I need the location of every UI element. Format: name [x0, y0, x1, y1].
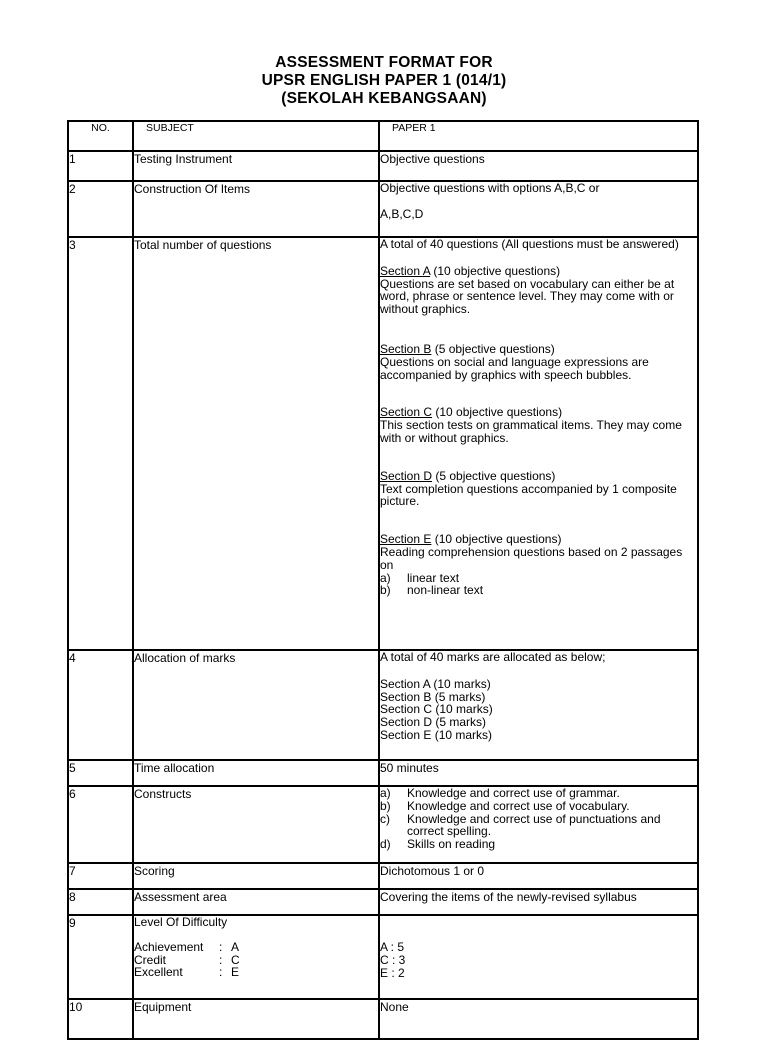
row-number: 3 [68, 237, 133, 650]
section-heading [380, 265, 697, 278]
list-text: Knowledge and correct use of grammar. [407, 786, 620, 800]
row-detail [379, 650, 698, 760]
row-detail: Dichotomous 1 or 0 [379, 863, 698, 889]
assessment-format-table [67, 120, 699, 1040]
row-number: 1 [68, 151, 133, 181]
list-marker: c) [380, 811, 390, 826]
title-line-3: (SEKOLAH KEBANGSAAN) [281, 90, 487, 107]
table-row [68, 999, 698, 1039]
row-number: 10 [68, 999, 133, 1039]
list-marker: d) [380, 837, 391, 852]
row-subject: Construction Of Items [133, 181, 379, 237]
ratio-line: A : 5 [380, 940, 405, 954]
table-row [68, 915, 698, 999]
list-marker: a) [380, 786, 391, 800]
level-row: Achievement : A [134, 939, 240, 954]
section-text: Text completion questions accompanied by 1 composite [380, 481, 677, 496]
level-grade: A [231, 939, 240, 954]
list-marker: a) [380, 570, 391, 585]
list-text: Knowledge and correct use of vocabulary. [407, 798, 630, 813]
list-text: Knowledge and correct use of punctuations and [407, 811, 661, 826]
list-item [380, 838, 697, 851]
section-text: Questions are set based on vocabulary can either be at [380, 276, 675, 291]
row-subject [133, 915, 379, 999]
ratio-line: C : 3 [380, 952, 406, 967]
list-text: correct spelling. [407, 824, 492, 839]
table-row [68, 650, 698, 760]
marks-line: Section B (5 marks) [380, 689, 486, 704]
level-name: Excellent [134, 965, 183, 980]
section-text: Questions on social and language expressions are [380, 354, 649, 369]
row-number: 6 [68, 786, 133, 863]
list-text: linear text [407, 570, 460, 585]
row-detail [379, 915, 698, 999]
document-title [0, 54, 768, 108]
section-text: word, phrase or sentence level. They may come with or [380, 289, 674, 304]
title-line-1: ASSESSMENT FORMAT FOR [275, 54, 493, 71]
section-text: with or without graphics. [380, 430, 509, 445]
list-text: non-linear text [407, 583, 484, 598]
table-row [68, 760, 698, 786]
section-heading [380, 343, 697, 356]
row-subject: Total number of questions [133, 237, 379, 650]
row-number: 7 [68, 863, 133, 889]
table-row [68, 151, 698, 181]
section-text: This section tests on grammatical items. They may come [380, 418, 682, 433]
section-text: accompanied by graphics with speech bubbles. [380, 367, 632, 382]
section-text: picture. [380, 494, 420, 509]
section-label: Section B [380, 341, 432, 356]
row-number: 5 [68, 760, 133, 786]
header-no: NO. [68, 121, 133, 151]
table-row [68, 863, 698, 889]
row-number: 4 [68, 650, 133, 760]
detail-line: A,B,C,D [380, 206, 424, 221]
marks-line: Section C (10 marks) [380, 702, 493, 717]
row-detail [379, 237, 698, 650]
section-count: (10 objective questions) [432, 405, 563, 420]
table-header-row [68, 121, 698, 151]
header-paper: PAPER 1 [379, 121, 698, 151]
section-label: Section A [380, 263, 431, 278]
section-text: Reading comprehension questions based on 2 passages [380, 544, 683, 559]
subject-heading: Level Of Difficulty [134, 915, 228, 929]
marks-line: Section D (5 marks) [380, 715, 487, 730]
table-row [68, 786, 698, 863]
level-name: Achievement [134, 939, 204, 954]
list-item [380, 800, 697, 813]
section-heading [380, 470, 697, 483]
section-count: (10 objective questions) [431, 532, 562, 547]
level-name: Credit [134, 952, 167, 967]
row-number: 2 [68, 181, 133, 237]
ratio-line: E : 2 [380, 965, 405, 980]
detail-intro: A total of 40 marks are allocated as below; [380, 650, 606, 664]
table-row [68, 237, 698, 650]
section-text: without graphics. [380, 302, 471, 317]
row-detail: None [379, 999, 698, 1039]
level-grade: E [231, 965, 240, 980]
level-row: Credit : C [134, 952, 240, 967]
row-detail: 50 minutes [379, 760, 698, 786]
row-subject: Allocation of marks [133, 650, 379, 760]
list-marker: b) [380, 798, 391, 813]
row-detail: Objective questions [379, 151, 698, 181]
row-detail: Covering the items of the newly-revised syllabus [379, 889, 698, 915]
level-grade: C [231, 952, 240, 967]
row-number: 9 [68, 915, 133, 999]
list-item [380, 584, 697, 597]
row-number: 8 [68, 889, 133, 915]
list-item [380, 787, 697, 800]
row-subject: Constructs [133, 786, 379, 863]
section-text: on [380, 557, 394, 572]
detail-intro: A total of 40 questions (All questions must be answered) [380, 237, 679, 251]
level-row: Excellent : E [134, 965, 240, 980]
section-label: Section D [380, 468, 433, 483]
marks-line: Section A (10 marks) [380, 676, 491, 691]
section-label: Section C [380, 405, 433, 420]
row-subject: Equipment [133, 999, 379, 1039]
row-subject: Assessment area [133, 889, 379, 915]
row-subject: Time allocation [133, 760, 379, 786]
section-count: (10 objective questions) [430, 263, 561, 278]
table-row [68, 181, 698, 237]
header-subject: SUBJECT [133, 121, 379, 151]
section-count: (5 objective questions) [431, 341, 555, 356]
title-line-2: UPSR ENGLISH PAPER 1 (014/1) [261, 72, 507, 89]
row-subject: Scoring [133, 863, 379, 889]
row-detail [379, 786, 698, 863]
marks-line: Section E (10 marks) [380, 727, 493, 742]
table-row [68, 889, 698, 915]
section-label: Section E [380, 532, 432, 547]
detail-line: Objective questions with options A,B,C or [380, 181, 600, 195]
row-subject: Testing Instrument [133, 151, 379, 181]
section-count: (5 objective questions) [432, 468, 556, 483]
row-detail [379, 181, 698, 237]
list-marker: b) [380, 583, 391, 598]
list-text: Skills on reading [407, 837, 496, 852]
